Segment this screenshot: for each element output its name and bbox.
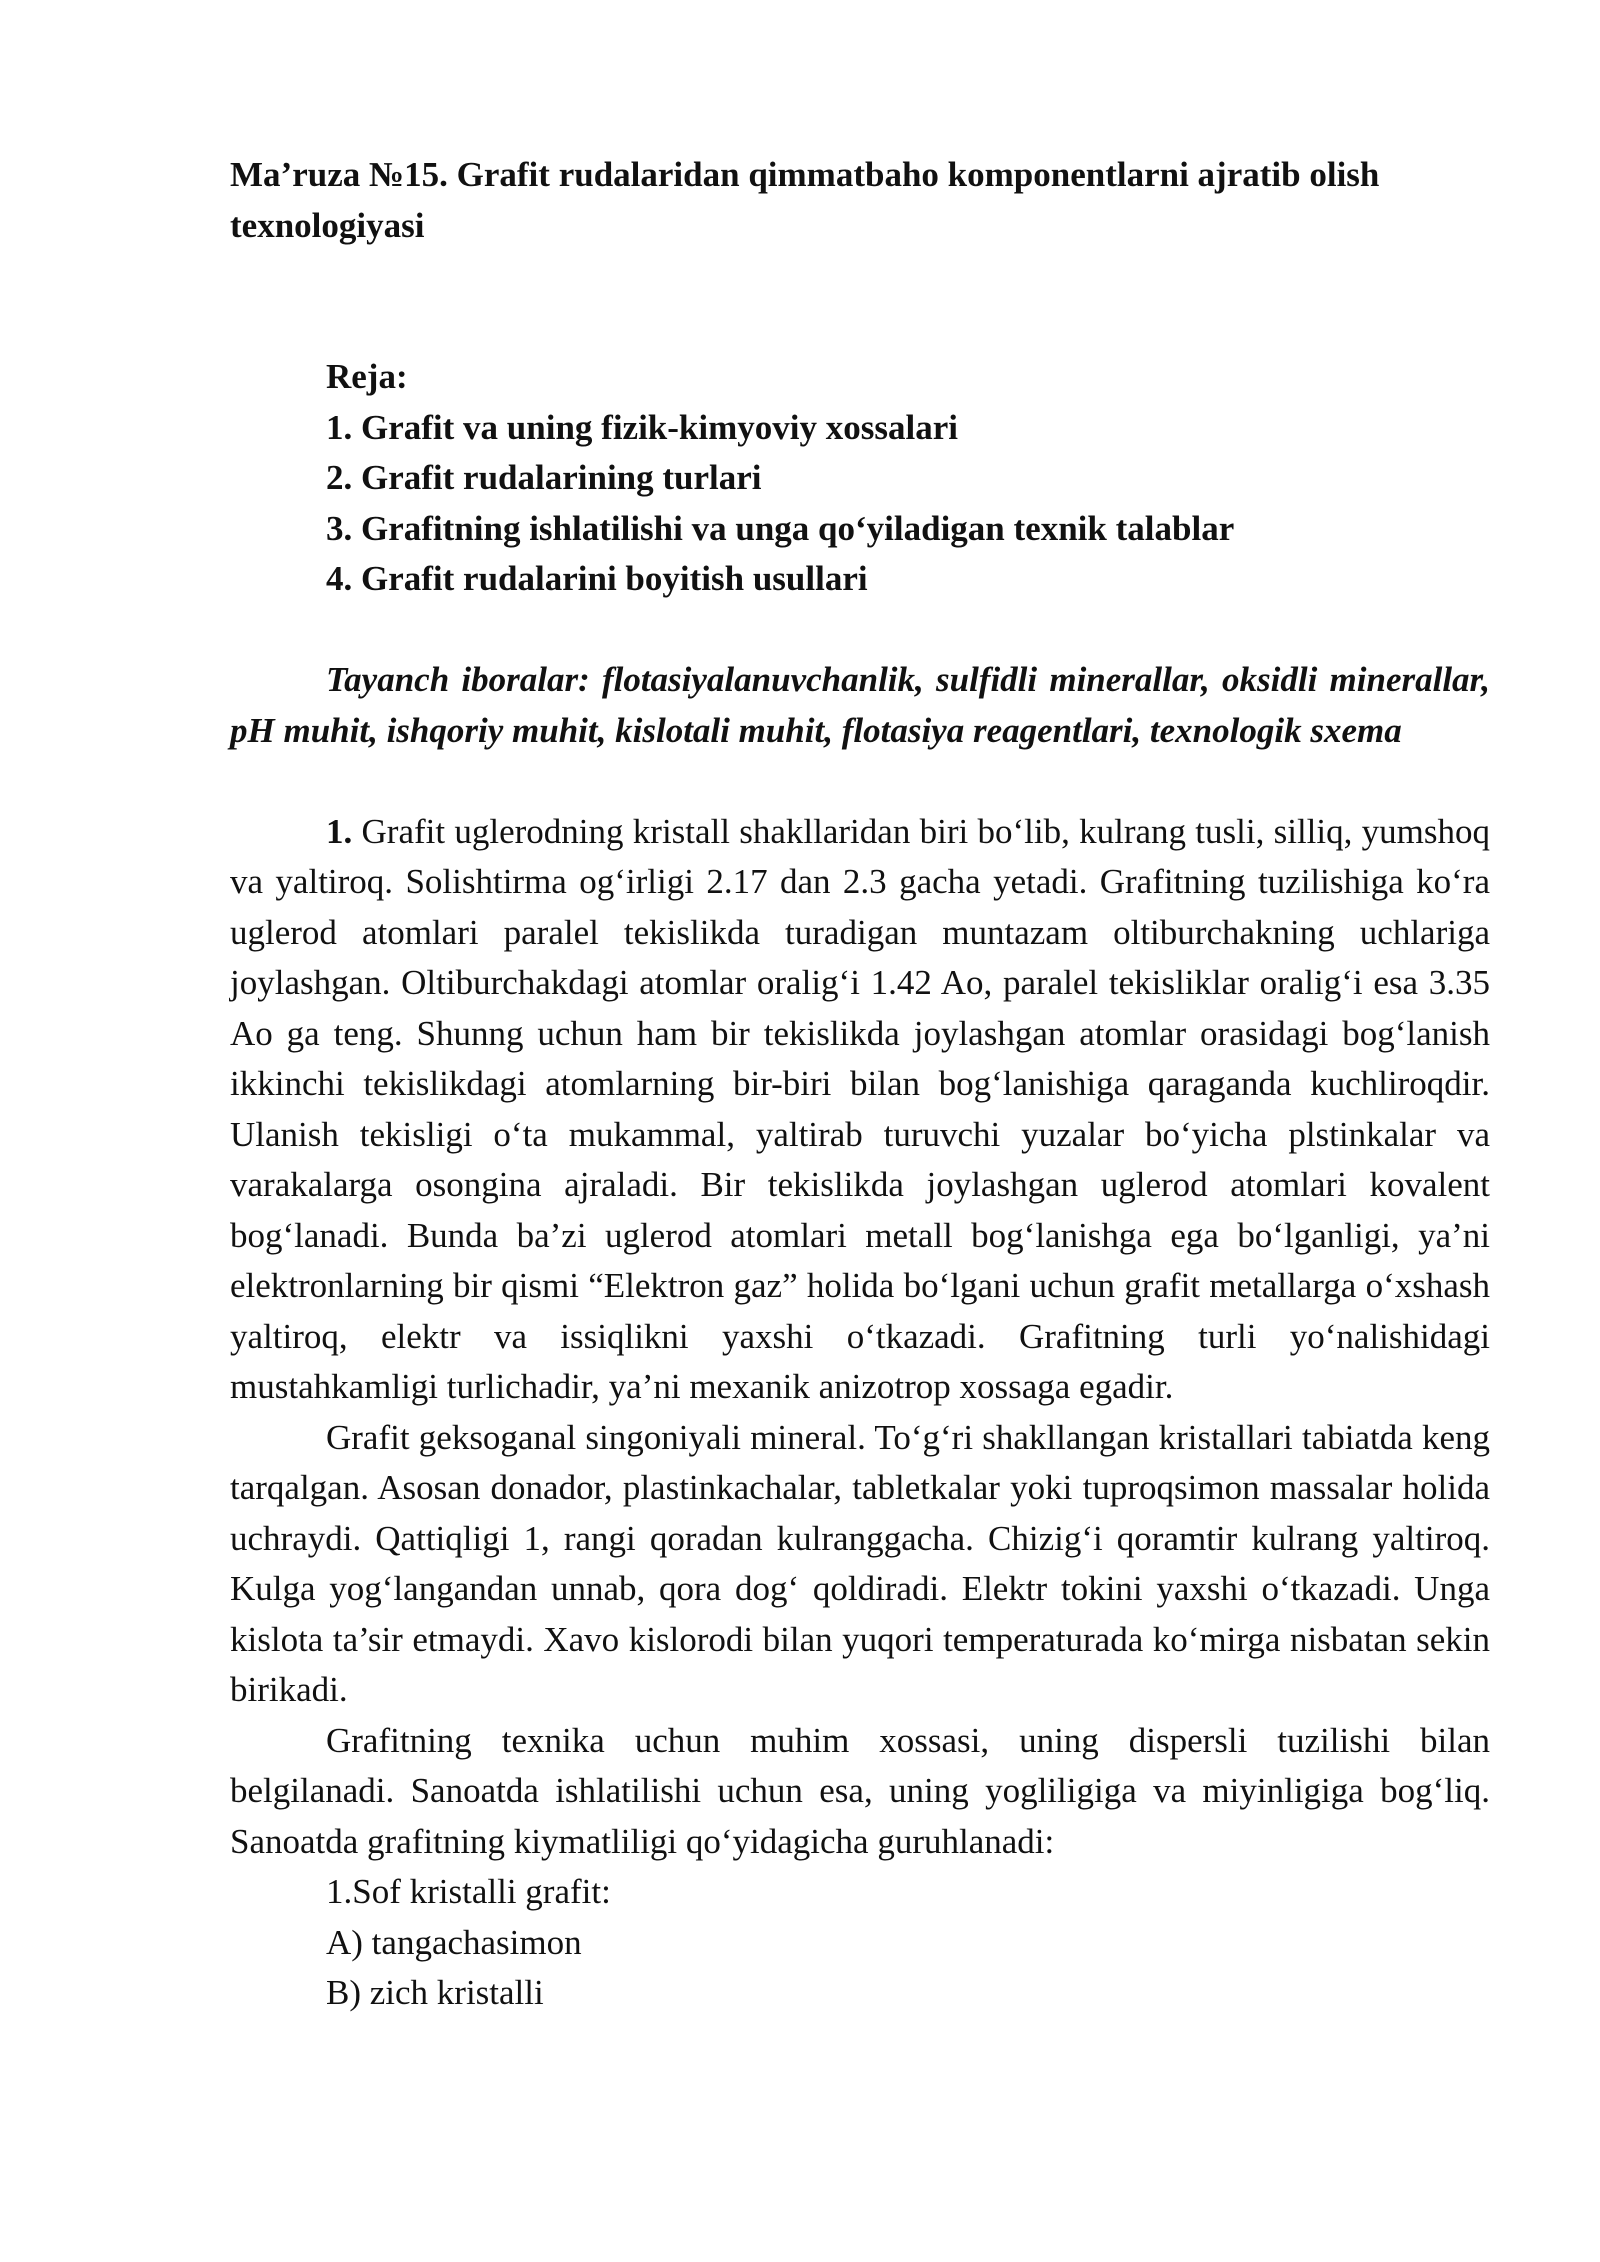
spacer (230, 756, 1490, 807)
key-terms: Tayanch iboralar: flotasiyalanuvchanlik, sulfidli minerallar, oksidli minerallar, pH muhit, ishqoriy muhit, kislotali muhit, flotasiya reagentlari, texnologik sxema (230, 660, 1490, 750)
spacer (230, 251, 1490, 352)
paragraph-3: Grafitning texnika uchun muhim xossasi, uning dispersli tuzilishi bilan belgilanadi. Sanoatda ishlatilishi uchun esa, uning yogliligiga va miyinligiga bog‘liq. Sanoatda grafitning kiymatliligi qo‘yidagicha guruhlanadi: (230, 1720, 1490, 1861)
plan-item: 4. Grafit rudalarini boyitish usullari (326, 559, 868, 598)
paragraph-1-text: Grafit uglerodning kristall shakllaridan biri bo‘lib, kulrang tusli, silliq, yumshoq va yaltiroq. Solishtirma og‘irligi 2.17 dan 2.3 gacha yetadi. Grafitning tuzilishiga ko‘ra uglerod atomlari paralel tekislikda turadigan muntazam oltiburchakning uchlariga joylashgan. Oltiburchakdagi atomlar oralig‘i 1.42 Ao, paralel tekisliklar oralig‘i esa 3.35 Ao ga teng. Shunng uchun ham bir tekislikda joylashgan atomlar orasidagi bog‘lanish ikkinchi tekislikdagi atomlarning bir-biri bilan bog‘lanishiga qaraganda kuchliroqdir. Ulanish tekisligi o‘ta mukammal, yaltirab turuvchi yuzalar bo‘yicha plstinkalar va varakalarga osongina ajraladi. Bir tekislikda joylashgan uglerod atomlari kovalent bog‘lanadi. Bunda ba’zi uglerod atomlari metall bog‘lanishga ega bo‘lganligi, ya’ni elektronlarning bir qismi “Elektron gaz” holida bo‘lgani uchun grafit metallarga o‘xshash yaltiroq, elektr va issiqlikni yaxshi o‘tkazadi. Grafitning turli yo‘nalishidagi mustahkamligi turlichadir, ya’ni mexanik anizotrop xossaga egadir. (230, 811, 1490, 1406)
plan-item: 1. Grafit va uning fizik-kimyoviy xossalari (326, 407, 958, 447)
list-item: 1.Sof kristalli grafit: (326, 1872, 611, 1911)
list-item: A) tangachasimon (326, 1922, 582, 1962)
plan-item: 3. Grafitning ishlatilishi va unga qo‘yiladigan texnik talablar (326, 508, 1235, 548)
document-page (230, 150, 1490, 2019)
list-item: B) zich kristalli (326, 1973, 544, 2012)
paragraph-2: Grafit geksoganal singoniyali mineral. To‘g‘ri shakllangan kristallari tabiatda keng tarqalgan. Asosan donador, plastinkachalar, tabletkalar yoki tuproqsimon massalar holida uchraydi. Qattiqligi 1, rangi qoradan kulranggacha. Chizig‘i qoramtir kulrang yaltiroq. Kulga yog‘langandan unnab, qora dog‘ qoldiradi. Elektr tokini yaxshi o‘tkazadi. Unga kislota ta’sir etmaydi. Xavo kislorodi bilan yuqori temperaturada ko‘mirga nisbatan sekin birikadi. (230, 1417, 1490, 1709)
plan-heading: Reja: (326, 357, 408, 396)
lecture-title: Ma’ruza №15. Grafit rudalaridan qimmatbaho komponentlarni ajratib olish texnologiyasi (230, 155, 1380, 245)
spacer (230, 605, 1490, 656)
lecture-plan (230, 352, 1490, 605)
section-number: 1. (326, 811, 353, 851)
plan-item: 2. Grafit rudalarining turlari (326, 458, 762, 497)
paragraph-1 (230, 807, 1490, 1413)
